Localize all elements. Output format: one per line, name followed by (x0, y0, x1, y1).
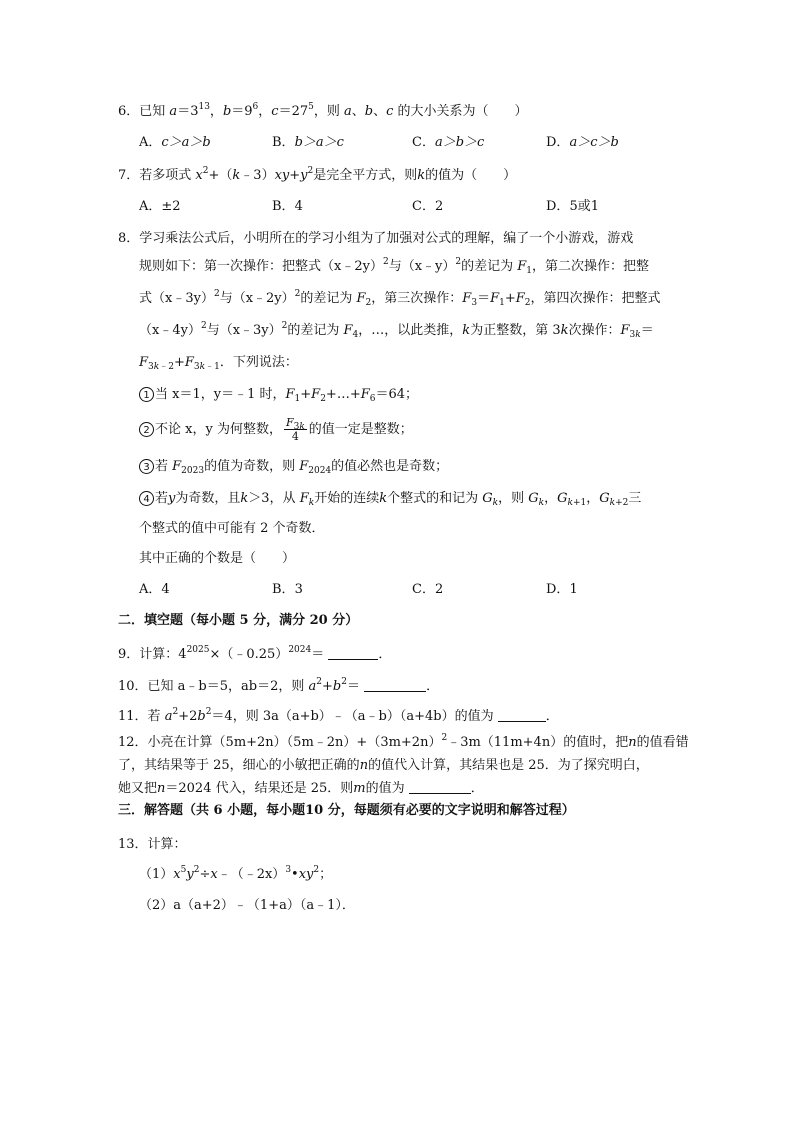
question-13: 13．计算： (118, 837, 187, 852)
answer-blank[interactable] (409, 780, 471, 794)
option-a[interactable]: A．±2 (139, 199, 181, 214)
option-b[interactable]: B．4 (272, 199, 303, 214)
question-number: 12． (118, 735, 148, 750)
circled-number-1: 1 (139, 387, 154, 402)
option-b[interactable]: B．3 (272, 582, 303, 597)
question-13-part-1: $(1)x^5y^2\div x﹣(﹣2x)^3•xy^2$； (139, 865, 333, 882)
option-c[interactable]: C．2 (412, 582, 444, 597)
question-12-line-3: 她又把n＝2024 代入，结果还是 25．则m的值为 ． (118, 781, 484, 796)
answer-blank[interactable] (364, 678, 426, 692)
answer-blank[interactable] (328, 646, 378, 660)
question-8-prompt: 其中正确的个数是（ ） (139, 551, 296, 566)
question-8-line-1: 8．学习乘法公式后，小明所在的学习小组为了加强对公式的理解，编了一个小游戏，游戏 (118, 231, 634, 246)
question-number: 13． (118, 837, 148, 852)
question-6: 6．已知 $a=3^{13}$，$b=9^6$，$c=27^5$，则 a、b、c 的大小关系为（ ） (118, 102, 528, 119)
question-10: 10．已知 a﹣b＝5，ab＝2，则 $a^2+b^2=$ ． (118, 677, 440, 694)
question-8-line-4: （x﹣4y）$^2$与（x﹣3y）$^2$的差记为 $F_4$，…，以此类推，k为正整数，第 3k次操作：$F_{3k}=$ (139, 321, 654, 340)
question-7: 7．若多项式 $x^2+(k﹣3)xy+y^2$是完全平方式，则k的值为（ ） (118, 166, 517, 183)
option-d[interactable]: D．5或1 (546, 199, 599, 214)
statement-1: 1 当 x＝1，y＝﹣1 时，$F_1+F_2+\dots+F_6=64$； (139, 386, 418, 404)
question-number: 6． (118, 104, 140, 119)
circled-number-3: 3 (139, 459, 154, 474)
question-12-line-1: 12．小亮在计算$(5m+2n)(5m﹣2n)+(3m+2n)^2﹣3m(11m+4n)$的值时，把n的值看错 (118, 733, 689, 750)
question-number: 7． (118, 168, 140, 183)
section-3-heading: 三．解答题（共 6 小题，每小题10 分，每题须有必要的文字说明和解答过程） (118, 803, 575, 818)
option-d[interactable]: D．1 (546, 582, 578, 597)
question-9: 9．计算：$4^{2025}\times(﹣0.25)^{2024}=$ ． (118, 645, 392, 662)
option-c[interactable]: C．2 (412, 199, 444, 214)
option-d[interactable]: D．a＞c＞b (546, 135, 619, 150)
circled-number-2: 2 (139, 422, 154, 437)
question-11: 11．若 $a^2+2b^2=4$，则 3a（a+b）﹣（a﹣b）（a+4b）的值为 ． (118, 707, 559, 724)
option-b[interactable]: B．b＞a＞c (272, 135, 344, 150)
circled-number-4: 4 (139, 491, 154, 506)
question-13-part-2: （2）a（a+2）﹣（1+a）（a﹣1）． (139, 898, 355, 913)
question-number: 10． (118, 679, 148, 694)
statement-3: 3 若 $F_{2023}$的值为奇数，则 $F_{2024}$的值必然也是奇数； (139, 458, 448, 476)
question-number: 11． (118, 709, 148, 724)
option-a[interactable]: A．c＞a＞b (139, 135, 211, 150)
question-12-line-2: 了，其结果等于 25，细心的小敏把正确的n的值代入计算，其结果也是 25．为了探究明白， (118, 758, 649, 773)
fraction: $\frac{F_{3k}}{4}$ (285, 416, 305, 443)
question-number: 8． (118, 231, 140, 246)
statement-4: 4 若y为奇数，且k＞3，从 $F_k$开始的连续k个整式的和记为 $G_k$，则 $G_k$，$G_{k+1}$，$G_{k+2}$三 (139, 490, 641, 508)
question-8-line-3: 式（x﹣3y）$^2$与（x﹣2y）$^2$的差记为 $F_2$，第三次操作：$F_3=F_1+F_2$，第四次操作：把整式 (139, 289, 661, 308)
question-8-line-5: $F_{3k﹣2}+F_{3k﹣1}$．下列说法： (139, 355, 298, 372)
option-c[interactable]: C．a＞b＞c (412, 135, 485, 150)
statement-2: 2 不论 x，y 为何整数， $\frac{F_{3k}}{4}$ 的值一定是整数； (139, 416, 413, 443)
question-8-line-2: 规则如下：第一次操作：把整式（x﹣2y）$^2$与（x﹣y）$^2$的差记为 $F_1$，第二次操作：把整 (139, 257, 650, 276)
answer-blank[interactable] (498, 708, 546, 722)
question-number: 9． (118, 647, 140, 662)
option-a[interactable]: A．4 (139, 582, 170, 597)
statement-4-line-2: 个整式的值中可能有 2 个奇数． (139, 521, 325, 536)
section-2-heading: 二．填空题（每小题 5 分，满分 20 分） (118, 613, 359, 628)
